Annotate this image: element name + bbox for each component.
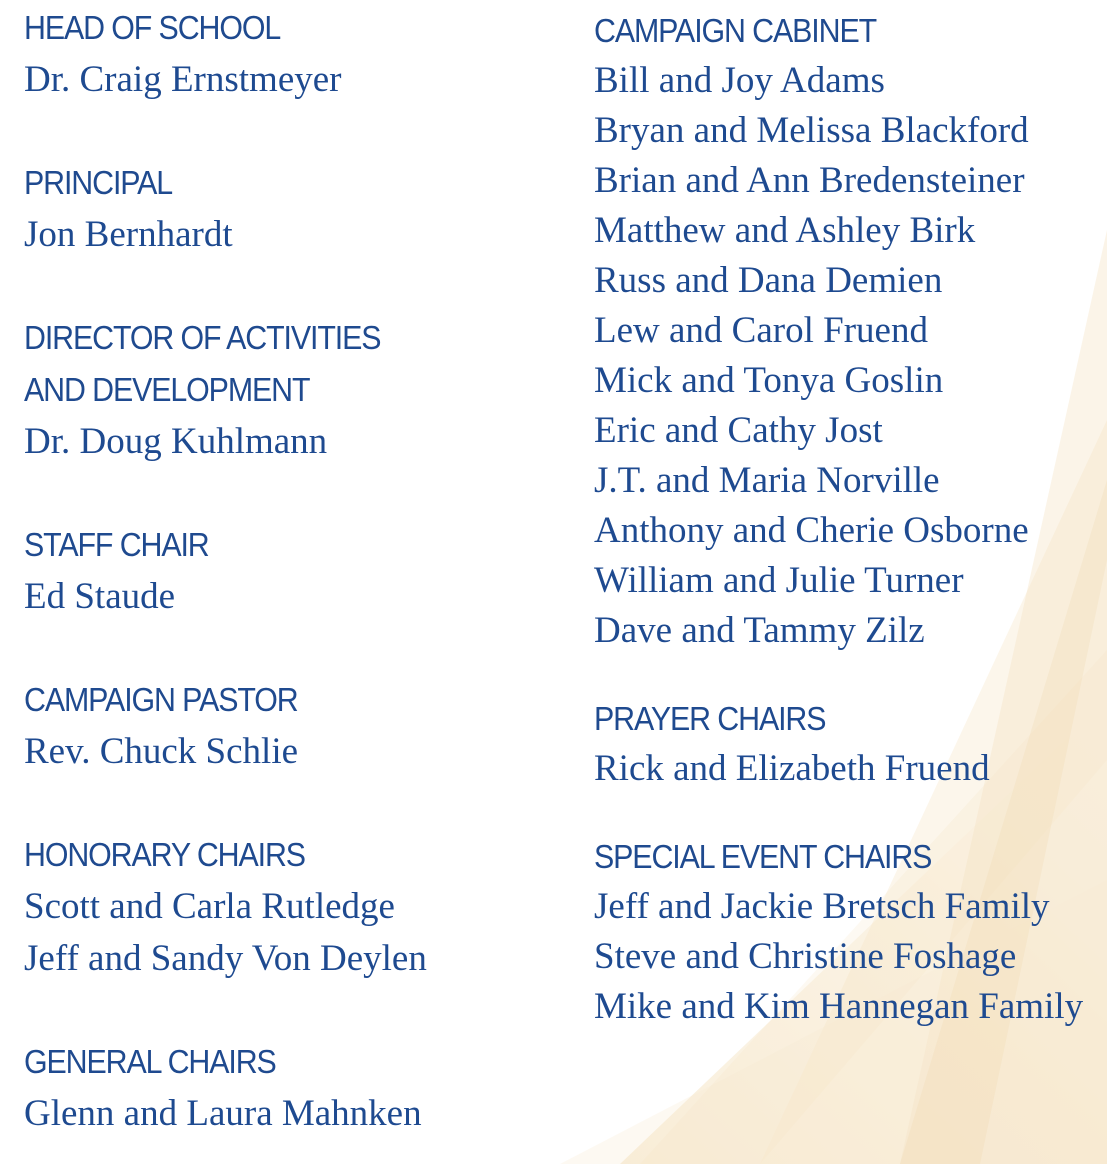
member-name: Dr. Doug Kuhlmann bbox=[24, 421, 328, 462]
member-name: Jeff and Sandy Von Deylen bbox=[24, 938, 427, 979]
section-heading: PRAYER CHAIRS bbox=[594, 700, 826, 737]
committee-section bbox=[24, 157, 427, 261]
member-name: Bryan and Melissa Blackford bbox=[594, 110, 1029, 151]
section-heading: STAFF CHAIR bbox=[24, 526, 209, 563]
committee-section bbox=[594, 694, 1083, 794]
section-heading: DIRECTOR OF ACTIVITIES bbox=[24, 319, 381, 356]
member-name: Glenn and Laura Mahnken bbox=[24, 1093, 422, 1134]
member-name: Brian and Ann Bredensteiner bbox=[594, 160, 1025, 201]
member-name: Mike and Kim Hannegan Family bbox=[594, 986, 1084, 1027]
section-heading: CAMPAIGN PASTOR bbox=[24, 681, 298, 718]
member-name: Scott and Carla Rutledge bbox=[24, 886, 395, 927]
member-name: Bill and Joy Adams bbox=[594, 60, 885, 101]
section-heading: AND DEVELOPMENT bbox=[24, 371, 310, 408]
member-name: Dave and Tammy Zilz bbox=[594, 610, 925, 651]
member-name: Steve and Christine Foshage bbox=[594, 936, 1017, 977]
section-heading: PRINCIPAL bbox=[24, 164, 173, 201]
member-name: Rick and Elizabeth Fruend bbox=[594, 748, 990, 789]
section-heading: HEAD OF SCHOOL bbox=[24, 9, 281, 46]
right-column bbox=[594, 6, 1083, 1032]
member-name: Jeff and Jackie Bretsch Family bbox=[594, 886, 1050, 927]
section-heading: HONORARY CHAIRS bbox=[24, 836, 305, 873]
committee-section bbox=[24, 829, 427, 985]
committee-section bbox=[24, 519, 427, 623]
member-name: Eric and Cathy Jost bbox=[594, 410, 883, 451]
committee-section bbox=[24, 2, 427, 106]
committee-section bbox=[594, 6, 1083, 656]
section-heading: GENERAL CHAIRS bbox=[24, 1043, 276, 1080]
member-name: Anthony and Cherie Osborne bbox=[594, 510, 1029, 551]
member-name: Ed Staude bbox=[24, 576, 176, 617]
committee-section bbox=[594, 832, 1083, 1032]
committee-section bbox=[24, 312, 427, 468]
member-name: Jon Bernhardt bbox=[24, 214, 233, 255]
member-name: William and Julie Turner bbox=[594, 560, 964, 601]
left-column bbox=[24, 2, 427, 1140]
member-name: Rev. Chuck Schlie bbox=[24, 731, 299, 772]
member-name: Mick and Tonya Goslin bbox=[594, 360, 944, 401]
member-name: Matthew and Ashley Birk bbox=[594, 210, 976, 251]
committee-section bbox=[24, 1036, 427, 1140]
committee-section bbox=[24, 674, 427, 778]
member-name: Lew and Carol Fruend bbox=[594, 310, 928, 351]
member-name: Dr. Craig Ernstmeyer bbox=[24, 59, 342, 100]
section-heading: SPECIAL EVENT CHAIRS bbox=[594, 838, 932, 875]
member-name: J.T. and Maria Norville bbox=[594, 460, 940, 501]
section-heading: CAMPAIGN CABINET bbox=[594, 12, 877, 49]
member-name: Russ and Dana Demien bbox=[594, 260, 943, 301]
